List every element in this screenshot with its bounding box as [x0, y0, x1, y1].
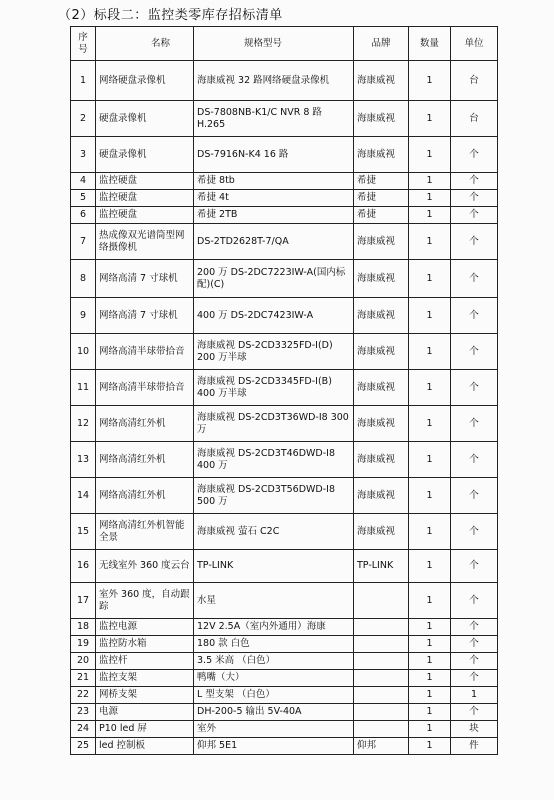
- brand: 希捷: [354, 173, 409, 190]
- row-index: 20: [71, 653, 96, 670]
- table-row: [71, 190, 498, 207]
- row-index: 6: [71, 207, 96, 224]
- quantity: 1: [409, 636, 451, 653]
- brand: [354, 619, 409, 636]
- spec-model: 海康威视 DS-2CD3345FD-I(B) 400 万半球: [194, 370, 354, 406]
- table-row: [71, 207, 498, 224]
- spec-model: 海康威视 DS-2CD3T46DWD-I8 400 万: [194, 442, 354, 478]
- spec-model: 180 款 白色: [194, 636, 354, 653]
- spec-model: 400 万 DS-2DC7423IW-A: [194, 298, 354, 334]
- item-name: 网络高清 7 寸球机: [96, 260, 194, 298]
- unit: 个: [451, 406, 498, 442]
- unit: 块: [451, 721, 498, 738]
- quantity: 1: [409, 721, 451, 738]
- unit: 件: [451, 738, 498, 755]
- table-row: [71, 260, 498, 298]
- table-row: [71, 61, 498, 101]
- row-index: 13: [71, 442, 96, 478]
- spec-model: L 型支架 （白色）: [194, 687, 354, 704]
- spec-model: 希捷 8tb: [194, 173, 354, 190]
- unit: 个: [451, 260, 498, 298]
- header-brand: 品牌: [354, 27, 409, 61]
- spec-model: 仰邦 5E1: [194, 738, 354, 755]
- item-name: 网络高清红外机: [96, 478, 194, 514]
- item-name: 监控防水箱: [96, 636, 194, 653]
- item-name: 网络高清 7 寸球机: [96, 298, 194, 334]
- quantity: 1: [409, 704, 451, 721]
- brand: 希捷: [354, 190, 409, 207]
- quantity: 1: [409, 298, 451, 334]
- item-name: 网络高清红外机: [96, 442, 194, 478]
- unit: 个: [451, 173, 498, 190]
- spec-model: DS-7916N-K4 16 路: [194, 137, 354, 173]
- table-row: [71, 619, 498, 636]
- item-name: 硬盘录像机: [96, 137, 194, 173]
- row-index: 11: [71, 370, 96, 406]
- brand: [354, 687, 409, 704]
- quantity: 1: [409, 190, 451, 207]
- unit: 台: [451, 101, 498, 137]
- quantity: 1: [409, 670, 451, 687]
- table-row: [71, 583, 498, 619]
- spec-model: 室外: [194, 721, 354, 738]
- quantity: 1: [409, 514, 451, 550]
- unit: 个: [451, 137, 498, 173]
- item-name: 网络高清半球带拾音: [96, 334, 194, 370]
- quantity: 1: [409, 442, 451, 478]
- row-index: 3: [71, 137, 96, 173]
- brand: 海康威视: [354, 298, 409, 334]
- unit: 个: [451, 619, 498, 636]
- brand: [354, 704, 409, 721]
- table-row: [71, 478, 498, 514]
- row-index: 8: [71, 260, 96, 298]
- quantity: 1: [409, 207, 451, 224]
- item-name: led 控制板: [96, 738, 194, 755]
- table-row: [71, 653, 498, 670]
- item-name: 网络高清红外机智能全景: [96, 514, 194, 550]
- row-index: 25: [71, 738, 96, 755]
- table-row: [71, 370, 498, 406]
- row-index: 19: [71, 636, 96, 653]
- row-index: 22: [71, 687, 96, 704]
- spec-model: 鸭嘴（大）: [194, 670, 354, 687]
- brand: 仰邦: [354, 738, 409, 755]
- row-index: 17: [71, 583, 96, 619]
- table-row: [71, 442, 498, 478]
- brand: 海康威视: [354, 514, 409, 550]
- brand: [354, 636, 409, 653]
- quantity: 1: [409, 478, 451, 514]
- unit: 个: [451, 670, 498, 687]
- table-row: [71, 738, 498, 755]
- quantity: 1: [409, 224, 451, 260]
- spec-model: 海康威视 DS-2CD3T56DWD-I8 500 万: [194, 478, 354, 514]
- brand: [354, 583, 409, 619]
- tender-list-table: [70, 26, 498, 755]
- item-name: 无线室外 360 度云台: [96, 550, 194, 583]
- unit: 个: [451, 224, 498, 260]
- item-name: 监控支架: [96, 670, 194, 687]
- quantity: 1: [409, 137, 451, 173]
- row-index: 12: [71, 406, 96, 442]
- header-name: 名称: [96, 27, 194, 61]
- brand: 海康威视: [354, 101, 409, 137]
- brand: TP-LINK: [354, 550, 409, 583]
- item-name: 监控硬盘: [96, 173, 194, 190]
- row-index: 21: [71, 670, 96, 687]
- spec-model: 海康威视 DS-2CD3T36WD-I8 300 万: [194, 406, 354, 442]
- item-name: 热成像双光谱筒型网络摄像机: [96, 224, 194, 260]
- quantity: 1: [409, 61, 451, 101]
- header-quantity: 数量: [409, 27, 451, 61]
- item-name: 网络高清半球带拾音: [96, 370, 194, 406]
- spec-model: 希捷 2TB: [194, 207, 354, 224]
- table-row: [71, 721, 498, 738]
- brand: 海康威视: [354, 260, 409, 298]
- spec-model: 海康威视 32 路网络硬盘录像机: [194, 61, 354, 101]
- quantity: 1: [409, 370, 451, 406]
- table-row: [71, 687, 498, 704]
- spec-model: 200 万 DS-2DC7223IW-A(国内标配)(C): [194, 260, 354, 298]
- quantity: 1: [409, 619, 451, 636]
- table-row: [71, 173, 498, 190]
- unit: 个: [451, 334, 498, 370]
- table-row: [71, 636, 498, 653]
- unit: 个: [451, 207, 498, 224]
- header-spec: 规格型号: [194, 27, 354, 61]
- table-row: [71, 137, 498, 173]
- header-index: 序号: [71, 27, 96, 61]
- spec-model: 12V 2.5A（室内外通用）海康: [194, 619, 354, 636]
- brand: 海康威视: [354, 406, 409, 442]
- unit: 个: [451, 478, 498, 514]
- spec-model: DS-2TD2628T-7/QA: [194, 224, 354, 260]
- quantity: 1: [409, 406, 451, 442]
- brand: 希捷: [354, 207, 409, 224]
- spec-model: 海康威视 萤石 C2C: [194, 514, 354, 550]
- table-row: [71, 224, 498, 260]
- table-row: [71, 514, 498, 550]
- item-name: 监控硬盘: [96, 207, 194, 224]
- header-unit: 单位: [451, 27, 498, 61]
- spec-model: 水星: [194, 583, 354, 619]
- unit: 个: [451, 636, 498, 653]
- row-index: 16: [71, 550, 96, 583]
- table-row: [71, 406, 498, 442]
- brand: 海康威视: [354, 370, 409, 406]
- row-index: 14: [71, 478, 96, 514]
- item-name: 监控杆: [96, 653, 194, 670]
- brand: 海康威视: [354, 137, 409, 173]
- item-name: P10 led 屏: [96, 721, 194, 738]
- row-index: 4: [71, 173, 96, 190]
- row-index: 9: [71, 298, 96, 334]
- table-row: [71, 704, 498, 721]
- table-row: [71, 334, 498, 370]
- quantity: 1: [409, 101, 451, 137]
- table-row: [71, 670, 498, 687]
- brand: [354, 670, 409, 687]
- quantity: 1: [409, 260, 451, 298]
- table-row: [71, 298, 498, 334]
- brand: 海康威视: [354, 61, 409, 101]
- spec-model: DS-7808NB-K1/C NVR 8 路 H.265: [194, 101, 354, 137]
- row-index: 15: [71, 514, 96, 550]
- quantity: 1: [409, 687, 451, 704]
- spec-model: 3.5 米高 （白色）: [194, 653, 354, 670]
- spec-model: DH-200-5 输出 5V-40A: [194, 704, 354, 721]
- row-index: 7: [71, 224, 96, 260]
- quantity: 1: [409, 653, 451, 670]
- brand: [354, 653, 409, 670]
- brand: [354, 721, 409, 738]
- brand: 海康威视: [354, 334, 409, 370]
- quantity: 1: [409, 738, 451, 755]
- item-name: 网桥支架: [96, 687, 194, 704]
- item-name: 监控电源: [96, 619, 194, 636]
- unit: 个: [451, 442, 498, 478]
- row-index: 18: [71, 619, 96, 636]
- brand: 海康威视: [354, 224, 409, 260]
- item-name: 网络硬盘录像机: [96, 61, 194, 101]
- spec-model: 希捷 4t: [194, 190, 354, 207]
- row-index: 10: [71, 334, 96, 370]
- row-index: 23: [71, 704, 96, 721]
- quantity: 1: [409, 583, 451, 619]
- unit: 个: [451, 653, 498, 670]
- document-title: （2）标段二：监控类零库存招标清单: [58, 8, 283, 23]
- unit: 个: [451, 583, 498, 619]
- unit: 个: [451, 514, 498, 550]
- unit: 个: [451, 550, 498, 583]
- row-index: 2: [71, 101, 96, 137]
- spec-model: 海康威视 DS-2CD3325FD-I(D) 200 万半球: [194, 334, 354, 370]
- item-name: 硬盘录像机: [96, 101, 194, 137]
- item-name: 电源: [96, 704, 194, 721]
- table-row: [71, 550, 498, 583]
- item-name: 监控硬盘: [96, 190, 194, 207]
- quantity: 1: [409, 550, 451, 583]
- table-header-row: [71, 27, 498, 61]
- item-name: 室外 360 度，自动跟踪: [96, 583, 194, 619]
- row-index: 24: [71, 721, 96, 738]
- unit: 个: [451, 298, 498, 334]
- unit: 台: [451, 61, 498, 101]
- table-row: [71, 101, 498, 137]
- unit: 个: [451, 190, 498, 207]
- unit: 1: [451, 687, 498, 704]
- quantity: 1: [409, 334, 451, 370]
- row-index: 5: [71, 190, 96, 207]
- spec-model: TP-LINK: [194, 550, 354, 583]
- unit: 个: [451, 370, 498, 406]
- item-name: 网络高清红外机: [96, 406, 194, 442]
- row-index: 1: [71, 61, 96, 101]
- unit: 个: [451, 704, 498, 721]
- quantity: 1: [409, 173, 451, 190]
- brand: 海康威视: [354, 478, 409, 514]
- brand: 海康威视: [354, 442, 409, 478]
